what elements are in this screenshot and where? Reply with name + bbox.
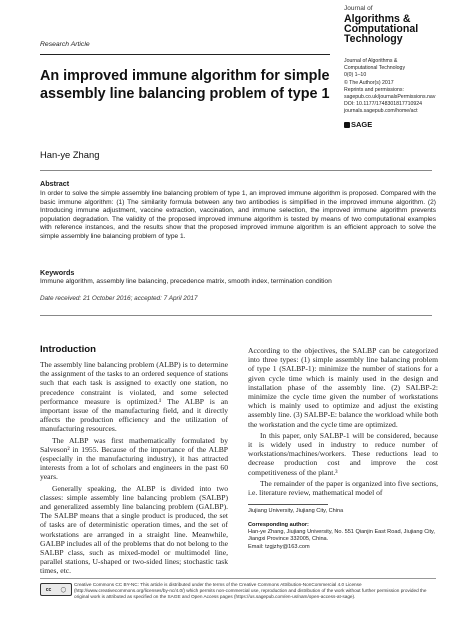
header-rule: [40, 54, 330, 55]
journal-logo-line2: Computational: [344, 22, 419, 35]
intro-paragraph-5: In this paper, only SALBP-1 will be considered, because it is widely used in industry to reduce number of workstations/machines/workers. These reductions lead to decrease production cost and improve the cost competitiveness of the plant.³: [248, 430, 438, 477]
affiliation-rule: [248, 504, 328, 505]
received-accepted-dates: Date received: 21 October 2016; accepted: 7 April 2017: [40, 295, 198, 302]
meta-homepage-link[interactable]: journals.sagepub.com/home/act: [344, 108, 418, 115]
meta-doi[interactable]: DOI: 10.1177/1748301817710924: [344, 101, 423, 108]
article-meta: [344, 58, 470, 116]
corresponding-author-line2: Jiangxi Province 332005, China.: [248, 536, 329, 543]
corresponding-author: [248, 522, 438, 551]
corresponding-author-line1: Han-ye Zhang, Jiujiang University, No. 551 Qianjin East Road, Jiujiang City,: [248, 529, 435, 536]
intro-paragraph-2: The ALBP was first mathematically formulated by Salveson² in 1955. Because of the importance of the ALBP (especially in the manufacturing industry), it has attracted interests from a lot of scholars and engineers in the past 60 years.: [40, 435, 228, 482]
abstract-heading: Abstract: [40, 179, 70, 188]
author-name: Han-ye Zhang: [40, 149, 100, 160]
journal-logo-line3: Technology: [344, 32, 403, 45]
corresponding-author-email[interactable]: Email: tzgjzhy@163.com: [248, 543, 310, 550]
intro-paragraph-1: The assembly line balancing problem (ALBP) is to determine the assignment of the tasks to an ordered sequence of stations such that each task is assigned to exactly one station, no precedence constraint is violated, and some selected performance measure is optimized.¹ The ALBP is an important issue of the manufacturing field, and it directly affects the production efficiency and the utilization of manufacturing resources.: [40, 360, 228, 434]
abstract-rule: [40, 315, 432, 316]
affiliation: Jiujiang University, Jiujiang City, China: [248, 508, 344, 514]
intro-paragraph-6: The remainder of the paper is organized into five sections, i.e. literature review, mathematical model of: [248, 478, 438, 498]
journal-logo-prefix: Journal of: [344, 5, 373, 12]
intro-paragraph-4: According to the objectives, the SALBP can be categorized into three types: (1) simple assembly line balancing problem of type 1 (SALBP-1): minimize the number of stations for a given cycle time which is mainly used in the design and installation phase of the assembly line. (2) SALBP-2: minimize the cycle time given the number of workstations which is mainly used to optimize and adjust the existing assembly line. (3) SALBP-E: balance the workload while both the workstation and the cycle time are optimized.: [248, 346, 438, 429]
cc-badge-label: cc: [45, 586, 52, 593]
intro-paragraph-3: Generally speaking, the ALBP is divided into two classes: simple assembly line balancing problem (SALBP) and generalized assembly line balancing problem (GALBP). The SALBP means that a single product is produced, the set of tasks are of deterministic operation times, and the set of workstations are arranged in a straight line. Meanwhile, GALBP includes all of the problems that do not belong to the SALBP class, such as mixed-model or multimodel line, parallel stations, U-shaped or two-sided lines; stochastic task times, etc.: [40, 483, 228, 576]
introduction-heading: Introduction: [40, 344, 96, 355]
cc-by-icon: ◯: [60, 586, 67, 593]
meta-permissions-link[interactable]: sagepub.co.uk/journalsPermissions.nav: [344, 94, 436, 101]
sage-logo: [344, 120, 372, 129]
meta-reprints: Reprints and permissions:: [344, 86, 404, 93]
meta-copyright: © The Author(s) 2017: [344, 79, 394, 86]
journal-logo: [344, 6, 468, 44]
abstract-text: In order to solve the simple assembly line balancing problem of type 1, an improved immune algorithm is proposed. Compared with the basic immune algorithm: (1) The similarity formula between any two antibodies is simplified in the improved immune algorithm. (2) Introducing immune adjustment, vaccine extraction, vaccination, and immune selection, the improved immune algorithm prevents population degradation. The validity of the proposed improved immune algorithm is tested by means of two computational examples with reference instances, and the results show that the proposed improved immune algorithm is an efficient approach to solve the simple assembly line balancing problem of type 1.: [40, 190, 436, 240]
article-type: Research Article: [40, 41, 90, 48]
sage-logo-mark: [344, 122, 350, 128]
corresponding-author-heading: Corresponding author:: [248, 522, 309, 528]
article-title: An improved immune algorithm for simple assembly line balancing problem of type 1: [40, 68, 330, 102]
footer-rule: [40, 578, 436, 579]
meta-volume: 0(0) 1–10: [344, 72, 367, 79]
title-rule: [40, 170, 432, 171]
creative-commons-icon: [40, 583, 72, 596]
keywords-heading: Keywords: [40, 268, 75, 277]
meta-journal-line2: Computational Technology: [344, 65, 406, 72]
body-column-left: [40, 360, 228, 576]
journal-logo-line1: Algorithms &: [344, 12, 411, 25]
body-column-right: [248, 346, 438, 504]
meta-journal-line1: Journal of Algorithms &: [344, 58, 398, 64]
license-text: Creative Commons CC BY-NC: This article is distributed under the terms of the Creative Commons Attribution-NonCommercial 4.0 License (http://www.creativecommons.org/licenses/by-nc/4.0/) which permits non-commercial use, reproduction and distribution of the work without further permission provided the original work is attributed as specified on the SAGE and Open Access pages (https://us.sagepub.com/en-us/nam/open-access-at-sage).: [74, 582, 427, 600]
keywords-text: Immune algorithm, assembly line balancing, precedence matrix, smooth index, termination condition: [40, 278, 332, 285]
sage-logo-text: SAGE: [351, 120, 373, 129]
